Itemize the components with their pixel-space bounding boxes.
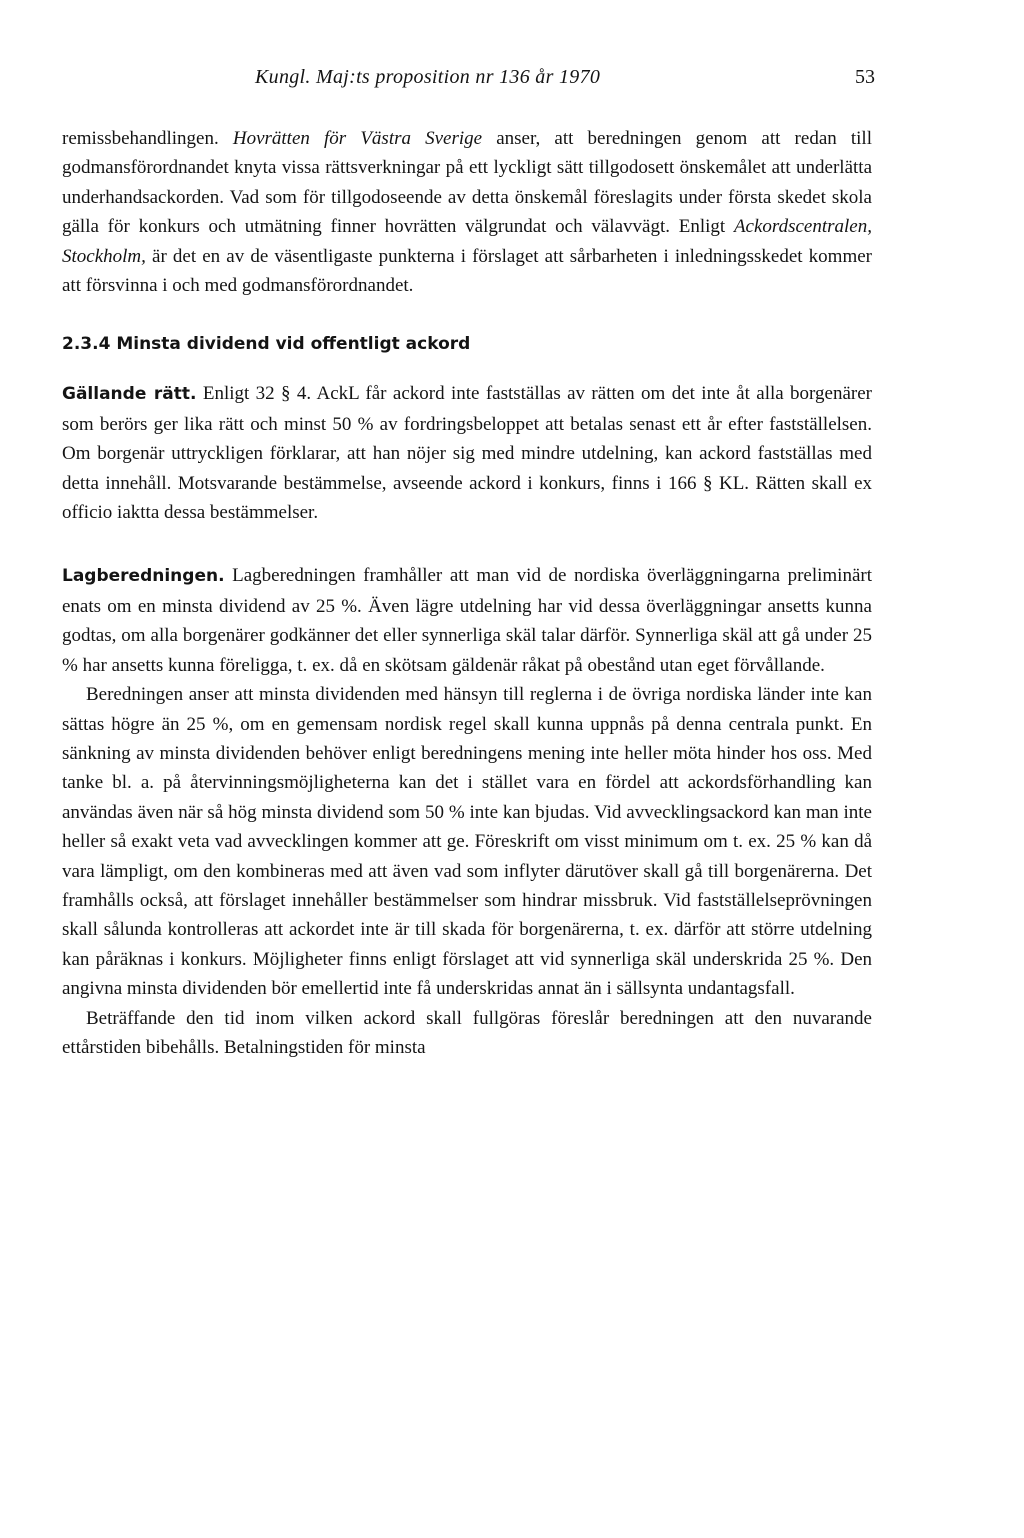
italic-org-name: Ackordscentralen, Stockholm, <box>62 216 872 267</box>
document-body <box>62 124 872 1062</box>
paragraph-beredningen: Beredningen anser att minsta dividenden med hänsyn till reglerna i de övriga nordiska länder inte kan sättas högre än 25 %, om en gemensam nordisk regel skall kunna uppnås på denna centrala punkt. En sänkning av minsta dividenden behöver enligt beredningens mening inte heller möta hinder hos oss. Med tanke bl. a. på återvinningsmöjligheterna kan det i stället vara en fördel att ackordsförhandling kan användas även när så hög minsta dividend som 50 % inte kan bjudas. Vid avvecklingsackord kan man inte heller så exakt veta vad avvecklingen kommer att ge. Föreskrift om visst minimum om t. ex. 25 % kan då vara lämpligt, om den kombineras med att även vad som inflyter därutöver skall gå till borgenärerna. Det framhålls också, att förslaget innehåller bestämmelser som hindrar missbruk. Vid fastställelseprövningen skall sålunda kontrolleras att ackordet inte är till skada för borgenärerna, t. ex. därför att större utdelning kan påräknas i konkurs. Möjligheter finns enligt förslaget att vid synnerliga skäl underskrida 25 %. Den angivna minsta dividenden bör emellertid inte få underskridas annat än i sällsynta undantagsfall. <box>62 684 872 1000</box>
runin-heading: Lagberedningen. <box>62 566 225 587</box>
text-run: är det en av de väsentligaste punkterna i förslaget att sårbarheten i inledningsskedet kommer att försvinna i och med godmansförordnandet. <box>62 245 872 297</box>
section-heading: 2.3.4 Minsta dividend vid offentligt ackord <box>62 334 471 355</box>
paragraph-betraffande: Beträffande den tid inom vilken ackord skall fullgöras föreslår beredningen att den nuvarande ettårstiden bibehålls. Betalningstiden för minsta <box>62 1007 872 1058</box>
header-title: Kungl. Maj:ts proposition nr 136 år 1970 <box>255 66 601 88</box>
text-run: Enligt 32 § 4. AckL får ackord inte fastställas av rätten om det inte åt alla borgenärer som berörs ger lika rätt och minst 50 % av fordringsbeloppet att betalas senast ett år efter fastställelsen. Om borgenär uttryckligen förklarar, att han nöjer sig med mindre utdelning, kan ackord fastställas med detta innehåll. Motsvarande bestämmelse, avseende ackord i konkurs, finns i 166 § KL. Rätten skall ex officio iaktta dessa bestämmelser. <box>62 383 872 524</box>
text-run: anser, att beredningen genom att redan till godmansförordnandet knyta vissa rättsverkningar på ett lyckligt sätt tillgodosett önskemålet att underlätta underhandsackorden. Vad som för tillgodoseende av detta önskemål föreslagits under första skedet skola gälla för konkurs och utmätning finner hovrätten välgrundat och välavvägt. Enligt <box>62 128 872 238</box>
page-number: 53 <box>855 66 875 88</box>
paragraph-lagberedningen <box>62 561 872 680</box>
paragraph-gallande-ratt <box>62 379 872 527</box>
text-run: Lagberedningen framhåller att man vid de nordiska överläggningarna preliminärt enats om en minsta dividend av 25 %. Även lägre utdelning har vid dessa överläggningar ansetts kunna godtas, om alla borgenärer godkänner det eller synnerliga skäl talar därför. Synnerliga skäl att gå under 25 % har ansetts kunna föreligga, t. ex. då en skötsam gäldenär råkat på obestånd utan eget förvållande. <box>62 565 872 676</box>
running-header <box>255 66 875 94</box>
runin-heading: Gällande rätt. <box>62 384 197 405</box>
paragraph-remiss <box>62 124 872 300</box>
italic-org-name: Hovrätten för Västra Sverige <box>232 128 483 149</box>
text-run: remissbehandlingen. <box>62 128 233 149</box>
